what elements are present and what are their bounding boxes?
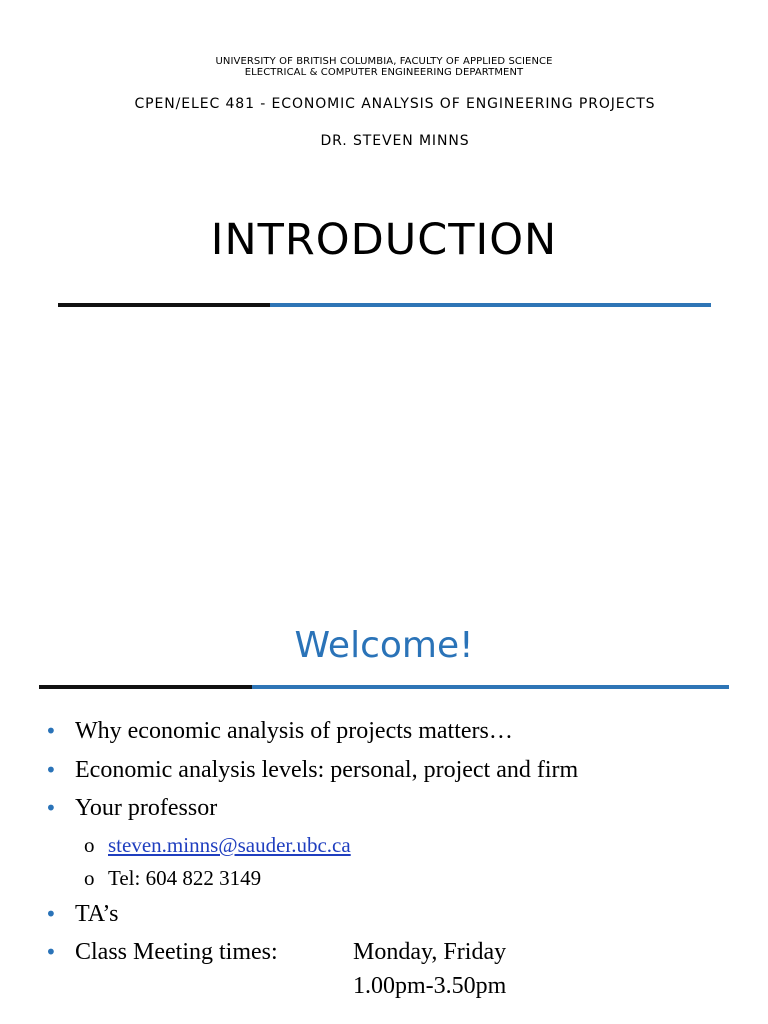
title-rule-blue [270,303,711,307]
sub-bullet-icon: o [84,866,95,890]
title-rule-dark [58,303,270,307]
course-title: CPEN/ELEC 481 - ECONOMIC ANALYSIS OF ENGINEERING PROJECTS [134,96,656,112]
bullet-dot-icon: • [45,719,57,743]
meeting-times-label: Class Meeting times: [75,939,278,965]
meeting-days: Monday, Friday [353,939,507,965]
sub-bullet-icon: o [84,833,95,857]
welcome-rule-blue [252,685,729,689]
welcome-rule-dark [39,685,252,689]
bullet-dot-icon: • [45,758,57,782]
bullet-dot-icon: • [45,940,57,964]
bullet-text-tas: TA’s [75,901,119,927]
professor-email-link[interactable]: steven.minns@sauder.ubc.ca [108,833,351,857]
affiliation-line-1: UNIVERSITY OF BRITISH COLUMBIA, FACULTY OF APPLIED SCIENCE [215,56,553,67]
slide-title-introduction: INTRODUCTION [210,215,558,265]
affiliation-line-2: ELECTRICAL & COMPUTER ENGINEERING DEPARTMENT [244,67,524,78]
instructor-name: DR. STEVEN MINNS [320,133,470,149]
bullet-dot-icon: • [45,796,57,820]
bullet-text: Economic analysis levels: personal, project and firm [75,757,579,783]
bullet-text: Why economic analysis of projects matters… [75,718,513,744]
slide-title-welcome: Welcome! [294,625,474,666]
bullet-dot-icon: • [45,902,57,926]
meeting-hours: 1.00pm-3.50pm [353,973,507,999]
bullet-text: Your professor [75,795,218,821]
professor-tel: Tel: 604 822 3149 [108,866,262,890]
